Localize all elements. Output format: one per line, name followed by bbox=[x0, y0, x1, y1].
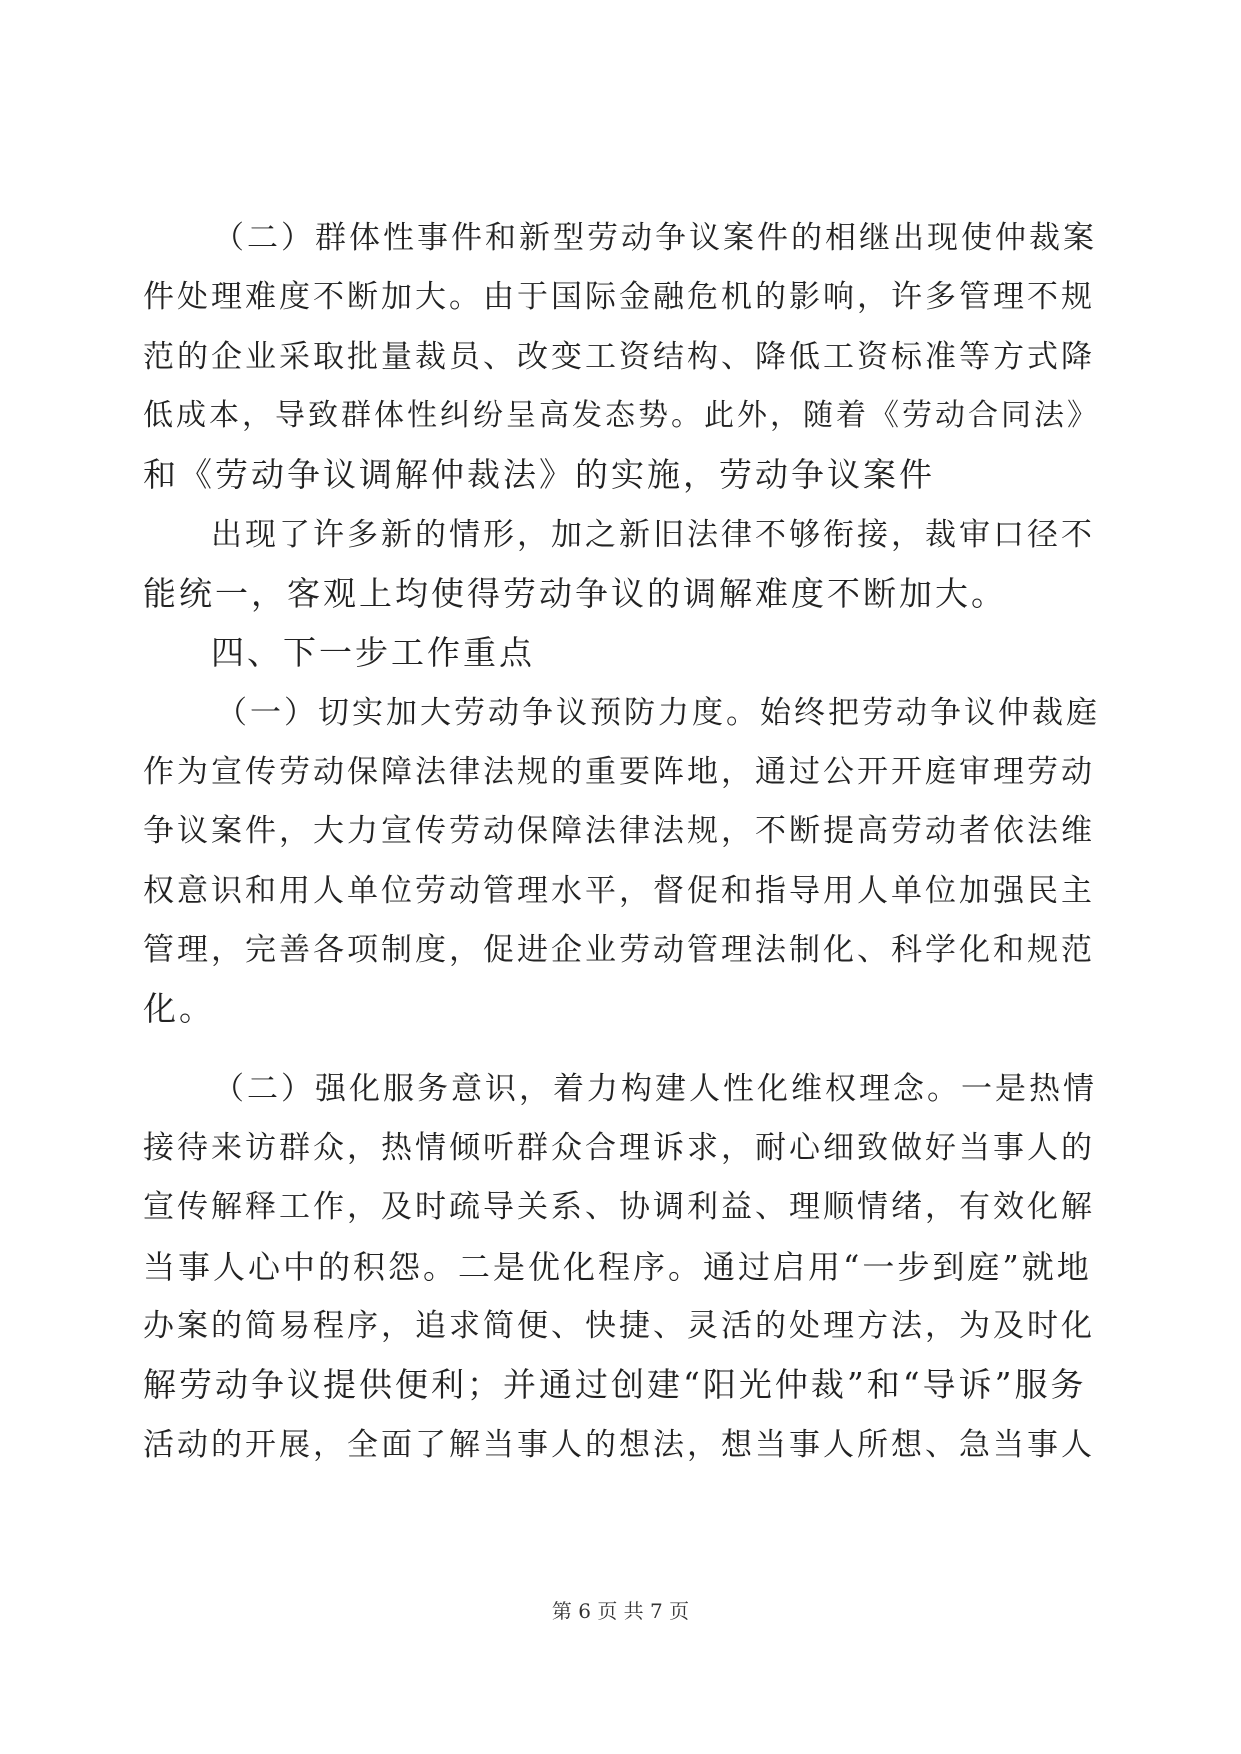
text-line: 办案的简易程序，追求简便、快捷、灵活的处理方法，为及时化 bbox=[143, 1308, 1095, 1344]
text-line: 件处理难度不断加大。由于国际金融危机的影响，许多管理不规 bbox=[143, 279, 1095, 315]
text-line: 化。 bbox=[143, 989, 215, 1028]
text-line: 管理，完善各项制度，促进企业劳动管理法制化、科学化和规范 bbox=[143, 932, 1095, 968]
text-line: 作为宣传劳动保障法律法规的重要阵地，通过公开开庭审理劳动 bbox=[143, 754, 1095, 790]
page-number: 第 6 页 共 7 页 bbox=[551, 1599, 690, 1623]
text-line: （二）强化服务意识，着力构建人性化维权理念。一是热情 bbox=[213, 1071, 1097, 1107]
text-line: 宣传解释工作，及时疏导关系、协调利益、理顺情绪，有效化解 bbox=[143, 1189, 1095, 1225]
text-line: 和《劳动争议调解仲裁法》的实施，劳动争议案件 bbox=[143, 455, 935, 494]
text-line: 范的企业采取批量裁员、改变工资结构、降低工资标准等方式降 bbox=[143, 339, 1095, 375]
text-line: （一）切实加大劳动争议预防力度。始终把劳动争议仲裁庭 bbox=[216, 695, 1100, 731]
text-line: 出现了许多新的情形，加之新旧法律不够衔接，裁审口径不 bbox=[211, 517, 1095, 553]
text-line: 低成本，导致群体性纠纷呈高发态势。此外，随着《劳动合同法》 bbox=[143, 398, 1100, 433]
section-heading: 四、下一步工作重点 bbox=[211, 633, 535, 672]
text-line: 权意识和用人单位劳动管理水平，督促和指导用人单位加强民主 bbox=[143, 873, 1095, 909]
text-line: 活动的开展，全面了解当事人的想法，想当事人所想、急当事人 bbox=[143, 1427, 1095, 1463]
text-line: （二）群体性事件和新型劳动争议案件的相继出现使仲裁案 bbox=[213, 220, 1097, 256]
text-line: 争议案件，大力宣传劳动保障法律法规，不断提高劳动者依法维 bbox=[143, 813, 1095, 849]
text-line: 接待来访群众，热情倾听群众合理诉求，耐心细致做好当事人的 bbox=[143, 1130, 1095, 1166]
text-line: 解劳动争议提供便利；并通过创建“阳光仲裁”和“导诉”服务 bbox=[143, 1365, 1087, 1404]
text-line: 能统一，客观上均使得劳动争议的调解难度不断加大。 bbox=[143, 574, 1007, 613]
text-line: 当事人心中的积怨。二是优化程序。通过启用“一步到庭”就地 bbox=[143, 1248, 1092, 1286]
